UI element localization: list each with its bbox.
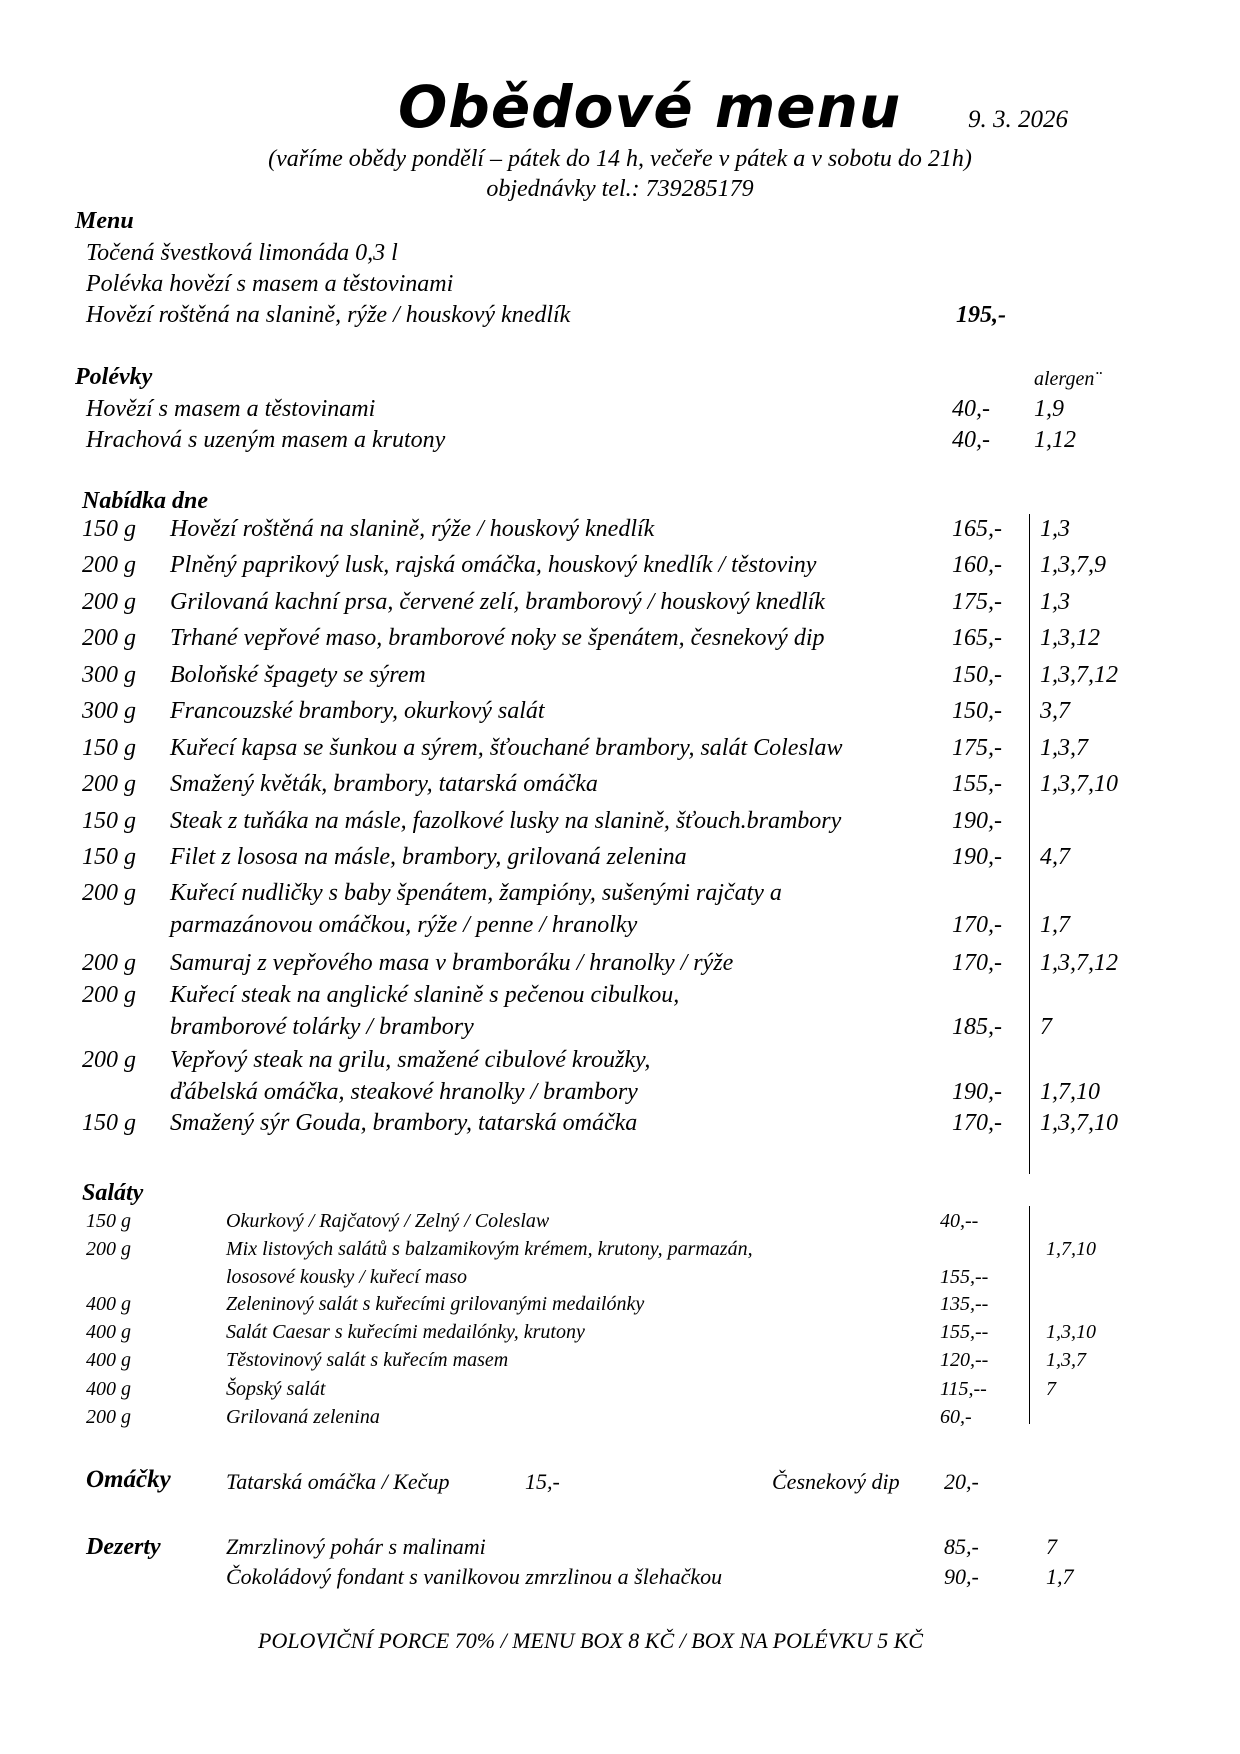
dish-price: 170,- [952, 950, 1002, 976]
dish-weight: 300 g [82, 662, 136, 688]
dish-allergens: 7 [1040, 1014, 1052, 1040]
soup-price: 40,- [952, 427, 990, 453]
salad-price: 120,-- [940, 1349, 989, 1371]
dish-price: 155,- [952, 771, 1002, 797]
salad-price: 40,-- [940, 1210, 979, 1232]
dessert-name: Čokoládový fondant s vanilkovou zmrzlinou a šlehačkou [226, 1564, 723, 1589]
dish-weight: 200 g [82, 1047, 136, 1073]
dish-allergens: 3,7 [1040, 698, 1070, 724]
dish-name: Kuřecí nudličky s baby špenátem, žampióny, sušenými rajčaty a [170, 880, 782, 906]
salad-allergens: 1,3,10 [1046, 1321, 1096, 1343]
dish-price: 190,- [952, 1079, 1002, 1105]
dish-name: Grilovaná kachní prsa, červené zelí, bramborový / houskový knedlík [170, 589, 825, 615]
salad-name-cont: lososové kousky / kuřecí maso [226, 1266, 468, 1288]
dessert-price: 90,- [944, 1564, 979, 1589]
dish-allergens: 1,3 [1040, 589, 1070, 615]
dish-name: Smažený květák, brambory, tatarská omáčka [170, 771, 598, 797]
salad-price: 60,- [940, 1406, 972, 1428]
dish-name: Filet z lososa na másle, brambory, grilovaná zelenina [170, 844, 687, 870]
salad-allergens: 7 [1046, 1378, 1056, 1400]
dish-allergens: 1,3,7,12 [1040, 662, 1118, 688]
dish-name: Trhané vepřové maso, bramborové noky se špenátem, česnekový dip [170, 625, 825, 651]
dish-allergens: 1,3,7 [1040, 735, 1088, 761]
desserts-heading: Dezerty [86, 1534, 161, 1560]
salad-allergen-divider [1029, 1206, 1030, 1424]
page-title: Obědové menu [398, 73, 902, 141]
dish-weight: 200 g [82, 589, 136, 615]
dish-name-cont: ďábelská omáčka, steakové hranolky / brambory [170, 1079, 638, 1105]
dessert-price: 85,- [944, 1534, 979, 1559]
dish-price: 190,- [952, 844, 1002, 870]
salad-price: 155,-- [940, 1321, 989, 1343]
dish-name: Samuraj z vepřového masa v bramboráku / hranolky / rýže [170, 950, 734, 976]
dish-price: 175,- [952, 735, 1002, 761]
dish-allergens: 1,3 [1040, 516, 1070, 542]
dish-name: Kuřecí kapsa se šunkou a sýrem, šťouchané brambory, salát Coleslaw [170, 735, 843, 761]
salad-price: 135,-- [940, 1293, 989, 1315]
salad-name: Těstovinový salát s kuřecím masem [226, 1349, 509, 1371]
sauce-price: 20,- [944, 1469, 979, 1494]
dish-price: 190,- [952, 808, 1002, 834]
dish-price: 170,- [952, 912, 1002, 938]
menu-item: Polévka hovězí s masem a těstovinami [86, 271, 454, 297]
dish-weight: 150 g [82, 1110, 136, 1136]
footer-note: POLOVIČNÍ PORCE 70% / MENU BOX 8 KČ / BOX NA POLÉVKU 5 KČ [258, 1628, 924, 1653]
dish-weight: 200 g [82, 880, 136, 906]
salad-name: Grilovaná zelenina [226, 1406, 380, 1428]
dish-name: Steak z tuňáka na másle, fazolkové lusky na slanině, šťouch.brambory [170, 808, 842, 834]
dish-name: Plněný paprikový lusk, rajská omáčka, houskový knedlík / těstoviny [170, 552, 817, 578]
salad-weight: 400 g [86, 1349, 131, 1371]
dessert-name: Zmrzlinový pohár s malinami [226, 1534, 486, 1559]
dish-price: 165,- [952, 516, 1002, 542]
dish-weight: 200 g [82, 950, 136, 976]
dish-weight: 200 g [82, 552, 136, 578]
dish-price: 150,- [952, 698, 1002, 724]
dish-name: Kuřecí steak na anglické slanině s pečenou cibulkou, [170, 982, 680, 1008]
dish-name: Vepřový steak na grilu, smažené cibulové kroužky, [170, 1047, 651, 1073]
dish-weight: 200 g [82, 771, 136, 797]
salad-weight: 200 g [86, 1238, 131, 1260]
allergen-label: alergen¨ [1034, 368, 1102, 390]
dish-allergens: 1,3,12 [1040, 625, 1100, 651]
dish-name: Smažený sýr Gouda, brambory, tatarská omáčka [170, 1110, 638, 1136]
dish-weight: 150 g [82, 735, 136, 761]
menu-heading: Menu [75, 208, 134, 234]
subtitle-hours: (vaříme obědy pondělí – pátek do 14 h, večeře v pátek a v sobotu do 21h) [268, 146, 972, 172]
soup-name: Hrachová s uzeným masem a krutony [86, 427, 446, 453]
salad-name: Mix listových salátů s balzamikovým krémem, krutony, parmazán, [226, 1238, 753, 1260]
sauce-item: Česnekový dip [772, 1469, 900, 1494]
sauce-price: 15,- [525, 1469, 560, 1494]
dish-allergens: 1,3,7,9 [1040, 552, 1106, 578]
dish-allergens: 4,7 [1040, 844, 1070, 870]
dish-allergens: 1,7,10 [1040, 1079, 1100, 1105]
dessert-allergens: 1,7 [1046, 1564, 1074, 1589]
dish-price: 170,- [952, 1110, 1002, 1136]
salads-heading: Saláty [82, 1180, 144, 1206]
salad-name: Šopský salát [226, 1378, 326, 1400]
menu-date: 9. 3. 2026 [968, 106, 1068, 133]
salad-price: 155,-- [940, 1266, 989, 1288]
salad-weight: 150 g [86, 1210, 131, 1232]
dish-allergens: 1,7 [1040, 912, 1070, 938]
dish-allergens: 1,3,7,12 [1040, 950, 1118, 976]
salad-name: Okurkový / Rajčatový / Zelný / Coleslaw [226, 1210, 550, 1232]
dish-name: Francouzské brambory, okurkový salát [170, 698, 545, 724]
menu-item: Hovězí roštěná na slanině, rýže / houskový knedlík [86, 302, 571, 328]
dish-weight: 200 g [82, 625, 136, 651]
menu-price: 195,- [956, 302, 1006, 328]
dish-allergens: 1,3,7,10 [1040, 771, 1118, 797]
dish-name: Hovězí roštěná na slanině, rýže / houskový knedlík [170, 516, 655, 542]
salad-weight: 200 g [86, 1406, 131, 1428]
dessert-allergens: 7 [1046, 1534, 1057, 1559]
menu-item: Točená švestková limonáda 0,3 l [86, 240, 398, 266]
daily-heading: Nabídka dne [82, 488, 208, 514]
soup-allergens: 1,9 [1034, 396, 1064, 422]
sauce-item: Tatarská omáčka / Kečup [226, 1469, 450, 1494]
soup-name: Hovězí s masem a těstovinami [86, 396, 376, 422]
salad-allergens: 1,7,10 [1046, 1238, 1096, 1260]
sauces-heading: Omáčky [86, 1466, 171, 1493]
salad-price: 115,-- [940, 1378, 987, 1400]
dish-price: 150,- [952, 662, 1002, 688]
salad-name: Salát Caesar s kuřecími medailónky, krutony [226, 1321, 585, 1343]
soup-allergens: 1,12 [1034, 427, 1076, 453]
dish-weight: 200 g [82, 982, 136, 1008]
dish-name-cont: bramborové tolárky / brambory [170, 1014, 474, 1040]
allergen-divider [1029, 514, 1030, 1174]
salad-weight: 400 g [86, 1321, 131, 1343]
dish-allergens: 1,3,7,10 [1040, 1110, 1118, 1136]
salad-weight: 400 g [86, 1293, 131, 1315]
dish-name: Boloňské špagety se sýrem [170, 662, 426, 688]
dish-weight: 150 g [82, 808, 136, 834]
dish-name-cont: parmazánovou omáčkou, rýže / penne / hranolky [170, 912, 638, 938]
salad-name: Zeleninový salát s kuřecími grilovanými medailónky [226, 1293, 645, 1315]
dish-price: 185,- [952, 1014, 1002, 1040]
subtitle-phone: objednávky tel.: 739285179 [486, 176, 754, 202]
dish-price: 160,- [952, 552, 1002, 578]
dish-weight: 300 g [82, 698, 136, 724]
salad-weight: 400 g [86, 1378, 131, 1400]
soup-price: 40,- [952, 396, 990, 422]
dish-price: 175,- [952, 589, 1002, 615]
dish-weight: 150 g [82, 516, 136, 542]
dish-price: 165,- [952, 625, 1002, 651]
salad-allergens: 1,3,7 [1046, 1349, 1086, 1371]
soups-heading: Polévky [75, 364, 153, 390]
dish-weight: 150 g [82, 844, 136, 870]
